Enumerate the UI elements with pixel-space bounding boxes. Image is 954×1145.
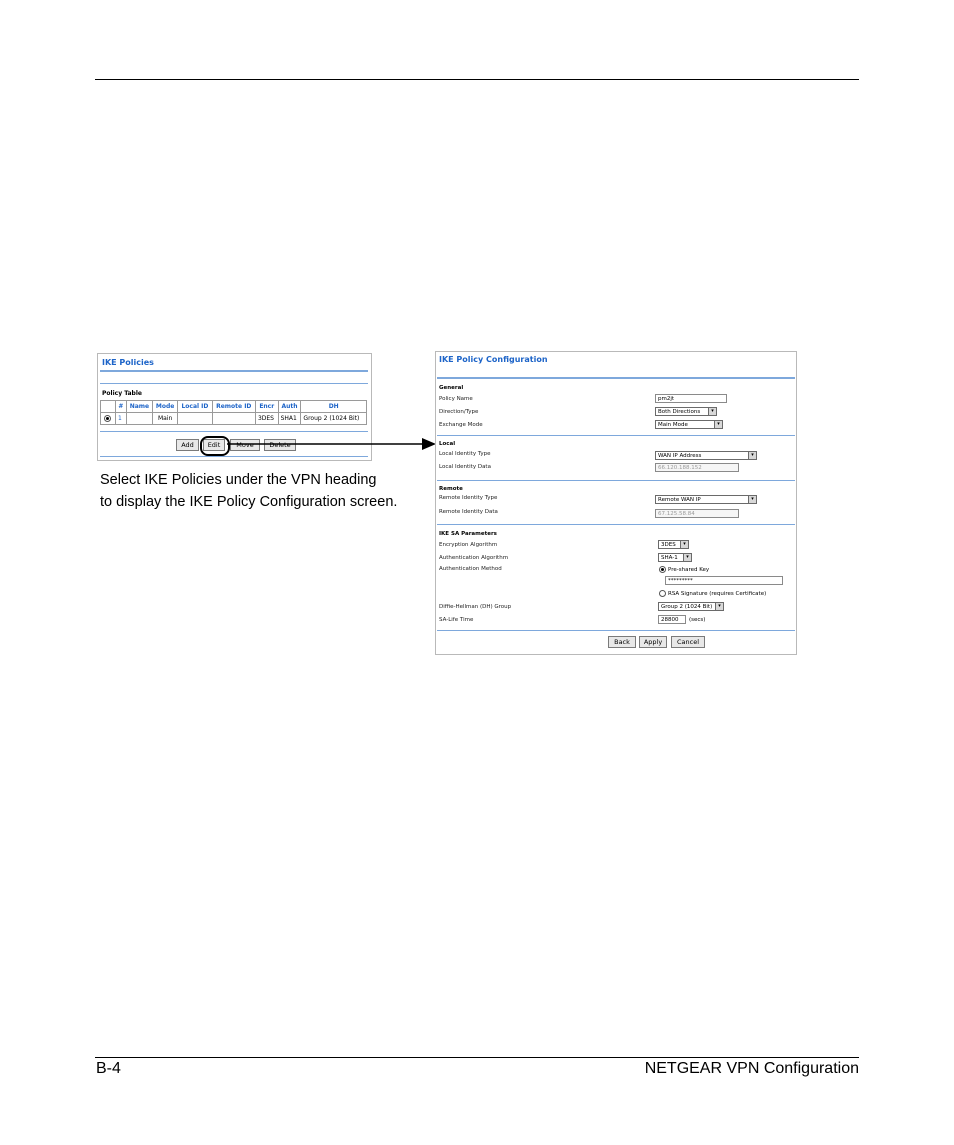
- title-underline: [437, 377, 795, 379]
- divider-remote: [437, 524, 795, 525]
- caption-line-1: Select IKE Policies under the VPN heading: [100, 472, 377, 488]
- dropdown-arrow-icon: ▾: [714, 421, 722, 428]
- col-encr: Encr: [255, 401, 278, 413]
- remote-type-value: Remote WAN IP: [658, 497, 701, 503]
- policy-name-label: Policy Name: [439, 396, 473, 402]
- back-button[interactable]: Back: [608, 636, 636, 648]
- remote-type-select[interactable]: [655, 495, 757, 504]
- divider-general: [437, 435, 795, 436]
- dropdown-arrow-icon: ▾: [680, 541, 688, 548]
- delete-button[interactable]: Delete: [264, 439, 296, 451]
- exchange-mode-select[interactable]: [655, 420, 723, 429]
- auth-alg-select[interactable]: [658, 553, 692, 562]
- sa-life-label: SA-Life Time: [439, 617, 474, 623]
- dh-group-label: Diffie-Hellman (DH) Group: [439, 604, 512, 610]
- footer-doc-title: NETGEAR VPN Configuration: [644, 1060, 859, 1077]
- exchange-mode-value: Main Mode: [658, 422, 688, 428]
- apply-button[interactable]: Apply: [639, 636, 667, 648]
- figure-caption: [100, 469, 440, 513]
- add-button[interactable]: Add: [176, 439, 199, 451]
- col-remote-id: Remote ID: [212, 401, 255, 413]
- dropdown-arrow-icon: ▾: [715, 603, 723, 610]
- rsa-radio[interactable]: [659, 590, 766, 597]
- page-number: B-4: [96, 1060, 121, 1077]
- encryption-value: 3DES: [661, 542, 676, 548]
- remote-heading: Remote: [439, 486, 463, 492]
- divider-local: [437, 480, 795, 481]
- exchange-mode-label: Exchange Mode: [439, 422, 483, 428]
- general-heading: General: [439, 385, 464, 391]
- psk-radio[interactable]: [659, 566, 709, 573]
- ike-config-title: IKE Policy Configuration: [439, 355, 548, 364]
- divider-sa: [437, 630, 795, 631]
- row-dh: Group 2 (1024 Bit): [301, 413, 367, 425]
- policy-name-input[interactable]: pm2jt: [655, 394, 727, 403]
- remote-data-label: Remote Identity Data: [439, 509, 498, 515]
- dropdown-arrow-icon: ▾: [683, 554, 691, 561]
- remote-type-label: Remote Identity Type: [439, 495, 498, 501]
- dropdown-arrow-icon: ▾: [748, 496, 756, 503]
- direction-value: Both Directions: [658, 409, 701, 415]
- row-encr: 3DES: [255, 413, 278, 425]
- sa-life-input[interactable]: 28800: [658, 615, 686, 624]
- local-data-input[interactable]: 66.120.188.152: [655, 463, 739, 472]
- col-auth: Auth: [278, 401, 301, 413]
- psk-input[interactable]: *********: [665, 576, 783, 585]
- local-type-select[interactable]: [655, 451, 757, 460]
- encryption-select[interactable]: [658, 540, 689, 549]
- row-num-link[interactable]: 1: [116, 413, 127, 425]
- local-data-label: Local Identity Data: [439, 464, 491, 470]
- psk-label: Pre-shared Key: [668, 567, 710, 573]
- col-name: Name: [126, 401, 152, 413]
- ike-config-screenshot: [435, 351, 797, 655]
- row-auth: SHA1: [278, 413, 301, 425]
- radio-icon: [659, 590, 666, 597]
- sa-heading: IKE SA Parameters: [439, 531, 497, 537]
- caption-line-2: to display the IKE Policy Configuration screen.: [100, 494, 398, 510]
- dh-group-select[interactable]: [658, 602, 724, 611]
- local-type-value: WAN IP Address: [658, 453, 702, 459]
- dh-group-value: Group 2 (1024 Bit): [661, 604, 713, 610]
- remote-data-input[interactable]: 67.125.58.84: [655, 509, 739, 518]
- sa-life-unit: (secs): [689, 617, 706, 623]
- auth-alg-value: SHA-1: [661, 555, 678, 561]
- footer-rule: [95, 1057, 859, 1058]
- direction-select[interactable]: [655, 407, 717, 416]
- ike-policies-title: IKE Policies: [102, 358, 154, 367]
- auth-alg-label: Authentication Algorithm: [439, 555, 509, 561]
- arrow-head-icon: [422, 438, 436, 450]
- row-mode: Main: [153, 413, 178, 425]
- direction-label: Direction/Type: [439, 409, 479, 415]
- col-dh: DH: [301, 401, 367, 413]
- dropdown-arrow-icon: ▾: [708, 408, 716, 415]
- cancel-button[interactable]: Cancel: [671, 636, 705, 648]
- local-type-label: Local Identity Type: [439, 451, 491, 457]
- policy-table-title: Policy Table: [102, 390, 142, 397]
- col-mode: Mode: [153, 401, 178, 413]
- auth-method-label: Authentication Method: [439, 566, 502, 572]
- local-heading: Local: [439, 441, 456, 447]
- radio-icon: [659, 566, 666, 573]
- rsa-label: RSA Signature (requires Certificate): [668, 591, 767, 597]
- move-button[interactable]: Move: [230, 439, 260, 451]
- edit-button[interactable]: Edit: [203, 439, 225, 451]
- dropdown-arrow-icon: ▾: [748, 452, 756, 459]
- encryption-label: Encryption Algorithm: [439, 542, 498, 548]
- col-num: #: [116, 401, 127, 413]
- col-local-id: Local ID: [178, 401, 212, 413]
